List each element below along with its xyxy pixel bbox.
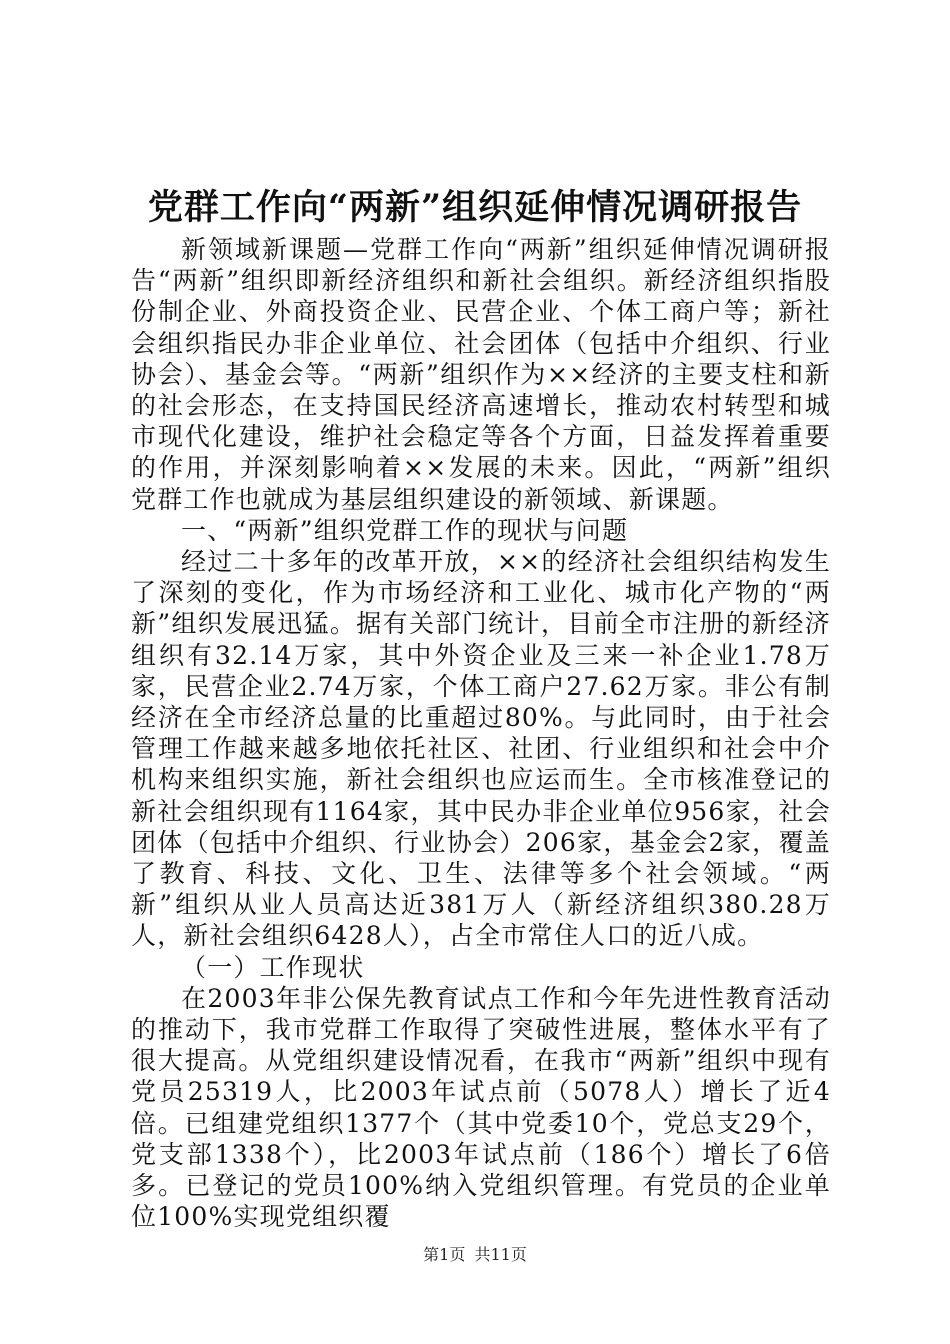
document-title: 党群工作向“两新”组织延伸情况调研报告 xyxy=(147,187,803,228)
paragraph-current-status: 在2003年非公保先教育试点工作和今年先进性教育活动的推动下，我市党群工作取得了突破性进展，整体水平有了很大提高。从党组织建设情况看，在我市“两新”组织中现有党员25319人，比2003年试点前（5078人）增长了近4倍。已组建党组织1377个（其中党委10个，党总支29个，党支部1338个），比2003年试点前（186个）增长了6倍多。已登记的党员100%纳入党组织管理。有党员的企业单位100%实现党组织覆 xyxy=(131,983,831,1232)
section-heading-1: 一、“两新”组织党群工作的现状与问题 xyxy=(181,515,629,545)
paragraph-intro: 新领域新课题—党群工作向“两新”组织延伸情况调研报告“两新”组织即新经济组织和新社会组织。新经济组织指股份制企业、外商投资企业、民营企业、个体工商户等；新社会组织指民办非企业单位、社会团体（包括中介组织、行业协会）、基金会等。“两新”组织作为××经济的主要支柱和新的社会形态，在支持国民经济高速增长，推动农村转型和城市现代化建设，维护社会稳定等各个方面，日益发挥着重要的作用，并深刻影响着××发展的未来。因此，“两新”组织党群工作也就成为基层组织建设的新领域、新课题。 xyxy=(131,235,831,514)
paragraph-statistics: 经过二十多年的改革开放，××的经济社会组织结构发生了深刻的变化，作为市场经济和工业化、城市化产物的“两新”组织发展迅猛。据有关部门统计，目前全市注册的新经济组织有32.14万家，其中外资企业及三来一补企业1.78万家，民营企业2.74万家，个体工商户27.62万家。非公有制经济在全市经济总量的比重超过80%。与此同时，由于社会管理工作越来越多地依托社区、社团、行业组织和社会中介机构来组织实施，新社会组织也应运而生。全市核准登记的新社会组织现有1164家，其中民办非企业单位956家，社会团体（包括中介组织、行业协会）206家，基金会2家，覆盖了教育、科技、文化、卫生、法律等多个社会领域。“两新”组织从业人员高达近381万人（新经济组织380.28万人，新社会组织6428人），占全市常住人口的近八成。 xyxy=(131,547,831,951)
page-footer xyxy=(0,1245,950,1265)
subsection-heading-1: （一）工作现状 xyxy=(181,952,365,982)
page-number: 第1页 xyxy=(423,1245,466,1264)
document-body xyxy=(131,234,831,1233)
total-pages: 共11页 xyxy=(474,1245,527,1264)
